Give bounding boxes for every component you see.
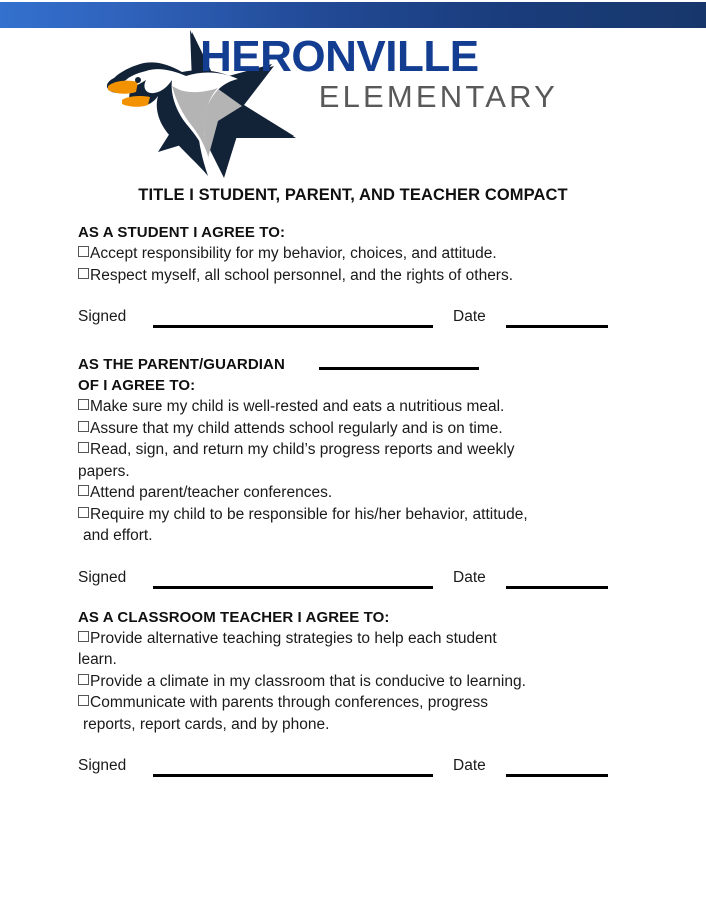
list-item-label: Attend parent/teacher conferences. bbox=[90, 484, 333, 501]
checkbox-icon[interactable] bbox=[78, 246, 89, 257]
date-label: Date bbox=[453, 568, 486, 586]
section-heading-parent-label: AS THE PARENT/GUARDIAN bbox=[78, 356, 285, 373]
checkbox-icon[interactable] bbox=[78, 485, 89, 496]
list-item-label: Make sure my child is well-rested and eats a nutritious meal. bbox=[90, 398, 505, 415]
compact-body bbox=[78, 222, 638, 781]
header-banner bbox=[0, 2, 706, 28]
signature-line[interactable] bbox=[153, 586, 433, 589]
date-label: Date bbox=[453, 308, 486, 325]
agreement-list-student bbox=[78, 243, 638, 286]
section-parent bbox=[78, 354, 638, 547]
logo-wordmark bbox=[200, 34, 560, 114]
signature-line[interactable] bbox=[153, 774, 433, 777]
checkbox-icon[interactable] bbox=[78, 268, 89, 279]
list-item bbox=[78, 243, 638, 265]
list-item-label-continuation: and effort. bbox=[83, 527, 153, 544]
signature-row-parent bbox=[78, 569, 638, 593]
list-item-label: Communicate with parents through conferences, progress bbox=[90, 694, 489, 711]
signed-label: Signed bbox=[78, 757, 127, 774]
section-student bbox=[78, 222, 638, 286]
section-heading-parent bbox=[78, 354, 638, 375]
page-title: TITLE I STUDENT, PARENT, AND TEACHER COMPACT bbox=[138, 186, 568, 204]
signature-row-student bbox=[78, 308, 638, 332]
logo-name-primary: HERONVILLE bbox=[200, 32, 479, 81]
agreement-list-teacher bbox=[78, 628, 638, 736]
list-item bbox=[78, 396, 638, 418]
date-line[interactable] bbox=[506, 774, 608, 777]
checkbox-icon[interactable] bbox=[78, 399, 89, 410]
list-item-label-continuation: papers. bbox=[78, 462, 130, 480]
list-item-label-continuation: learn. bbox=[78, 651, 117, 668]
list-item-label: Assure that my child attends school regularly and is on time. bbox=[90, 419, 503, 437]
checkbox-icon[interactable] bbox=[78, 421, 89, 432]
list-item-label: Provide alternative teaching strategies to help each student bbox=[90, 629, 497, 647]
date-line[interactable] bbox=[506, 325, 608, 328]
list-item bbox=[78, 628, 638, 671]
list-item bbox=[78, 504, 638, 547]
list-item-label: Require my child to be responsible for his/her behavior, attitude, bbox=[90, 505, 528, 523]
checkbox-icon[interactable] bbox=[78, 507, 89, 518]
list-item bbox=[78, 418, 638, 440]
section-heading-student: AS A STUDENT I AGREE TO: bbox=[78, 224, 286, 241]
list-item bbox=[78, 439, 638, 482]
list-item bbox=[78, 692, 638, 735]
logo-name-secondary: ELEMENTARY bbox=[318, 79, 558, 114]
date-label: Date bbox=[453, 757, 486, 774]
list-item-label: Provide a climate in my classroom that is conducive to learning. bbox=[90, 672, 526, 690]
list-item bbox=[78, 482, 638, 504]
list-item bbox=[78, 265, 638, 287]
parent-name-blank-line[interactable] bbox=[319, 367, 479, 370]
list-item-label: Read, sign, and return my child’s progress reports and weekly bbox=[90, 441, 515, 458]
list-item bbox=[78, 671, 638, 693]
list-item-label-continuation: reports, report cards, and by phone. bbox=[83, 715, 330, 733]
signature-line[interactable] bbox=[153, 325, 433, 328]
checkbox-icon[interactable] bbox=[78, 674, 89, 685]
signed-label: Signed bbox=[78, 308, 127, 325]
section-heading-parent-continuation: OF I AGREE TO: bbox=[78, 377, 196, 394]
checkbox-icon[interactable] bbox=[78, 631, 89, 642]
signed-label: Signed bbox=[78, 568, 127, 586]
date-line[interactable] bbox=[506, 586, 608, 589]
list-item-label: Respect myself, all school personnel, and the rights of others. bbox=[90, 266, 514, 284]
section-heading-teacher: AS A CLASSROOM TEACHER I AGREE TO: bbox=[78, 608, 390, 626]
section-teacher bbox=[78, 607, 638, 736]
agreement-list-parent bbox=[78, 396, 638, 547]
list-item-label: Accept responsibility for my behavior, choices, and attitude. bbox=[90, 245, 497, 262]
signature-row-teacher bbox=[78, 757, 638, 781]
school-logo bbox=[96, 26, 566, 181]
checkbox-icon[interactable] bbox=[78, 695, 89, 706]
checkbox-icon[interactable] bbox=[78, 442, 89, 453]
